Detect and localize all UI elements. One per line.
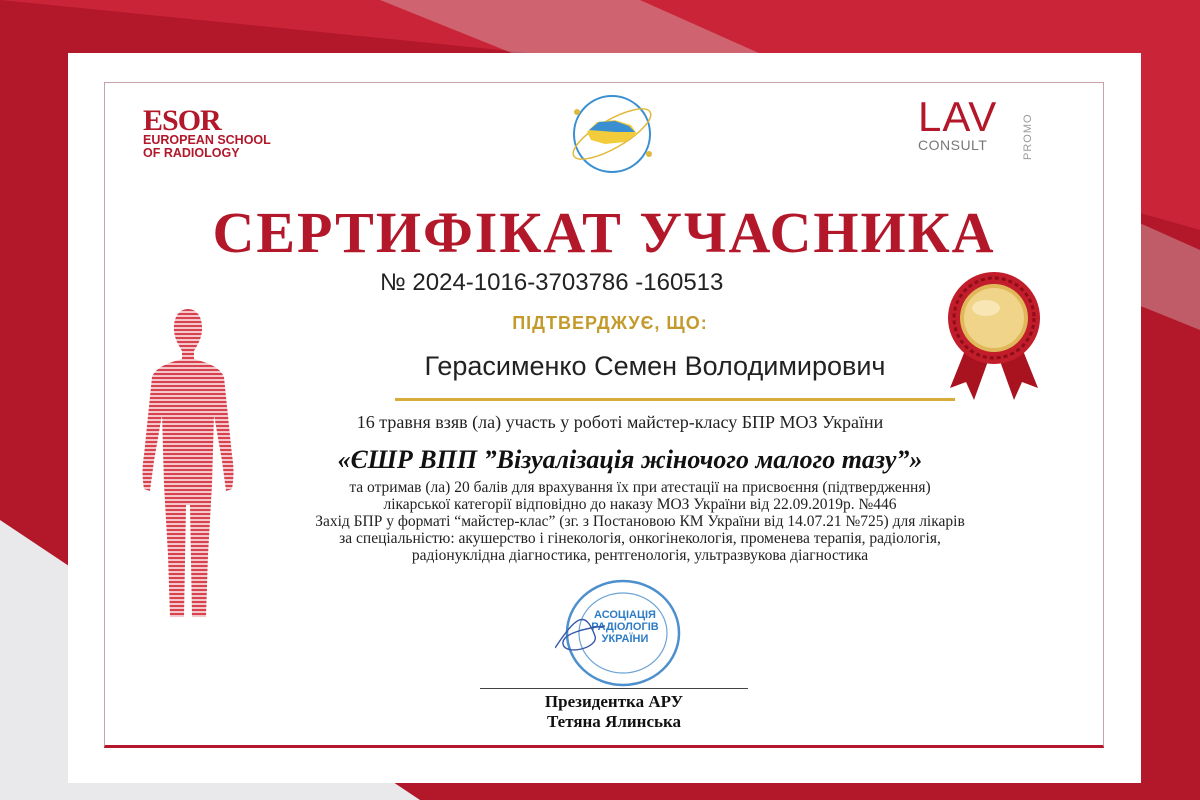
esor-logo-line2: OF RADIOLOGY (143, 146, 240, 160)
lav-logo-mark: LAV (918, 93, 998, 140)
certificate-number: № 2024-1016-3703786 -160513 (380, 269, 724, 296)
participant-name: Герасименко Семен Володимирович (424, 351, 886, 381)
award-seal (940, 268, 1050, 408)
esor-logo-mark: ESOR (143, 104, 221, 137)
body-line: за спеціальністю: акушерство і гінекологія, онкогінекологія, променева терапія, радіологія, (339, 530, 941, 547)
body-line: Захід БПР у форматі “майстер-клас” (зг. з Постановою КМ України від 14.07.21 №725) для лікарів (315, 513, 965, 530)
participation-line: 16 травня взяв (ла) участь у роботі майстер-класу БПР МОЗ України (356, 412, 884, 432)
signatory-block (480, 692, 748, 732)
stamp-line: УКРАЇНИ (601, 633, 649, 645)
certificate-title: СЕРТИФІКАТ УЧАСНИКА (212, 200, 996, 265)
association-stamp (555, 578, 685, 688)
confirm-label: ПІДТВЕРДЖУЄ, ЩО: (512, 313, 708, 333)
event-title: «ЄШР ВПП ”Візуалізація жіночого малого тазу”» (337, 445, 923, 474)
lav-logo-promo: PROMO (1022, 113, 1034, 160)
signatory-name: Тетяна Ялинська (546, 712, 682, 731)
body-line: лікарської категорії відповідно до наказу МОЗ України від 22.09.2019р. №446 (383, 496, 897, 513)
lav-logo-sub: CONSULT (918, 137, 988, 153)
body-line: радіонуклідна діагностика, рентгенологія, ультразвукова діагностика (411, 547, 869, 564)
signatory-title: Президентка АРУ (544, 692, 684, 711)
signature-line (480, 688, 748, 689)
certificate-body (240, 479, 1040, 564)
stamp-line: РАДІОЛОГІВ (591, 621, 659, 633)
stamp-line: АСОЦІАЦІЯ (594, 609, 656, 621)
esor-logo-line1: EUROPEAN SCHOOL (143, 133, 271, 147)
name-underline (395, 398, 955, 401)
human-body-illustration (128, 305, 248, 625)
body-line: та отримав (ла) 20 балів для врахування їх при атестації на присвоєння (підтвердження) (349, 479, 931, 496)
association-emblem (565, 92, 660, 177)
esor-logo (143, 104, 313, 168)
